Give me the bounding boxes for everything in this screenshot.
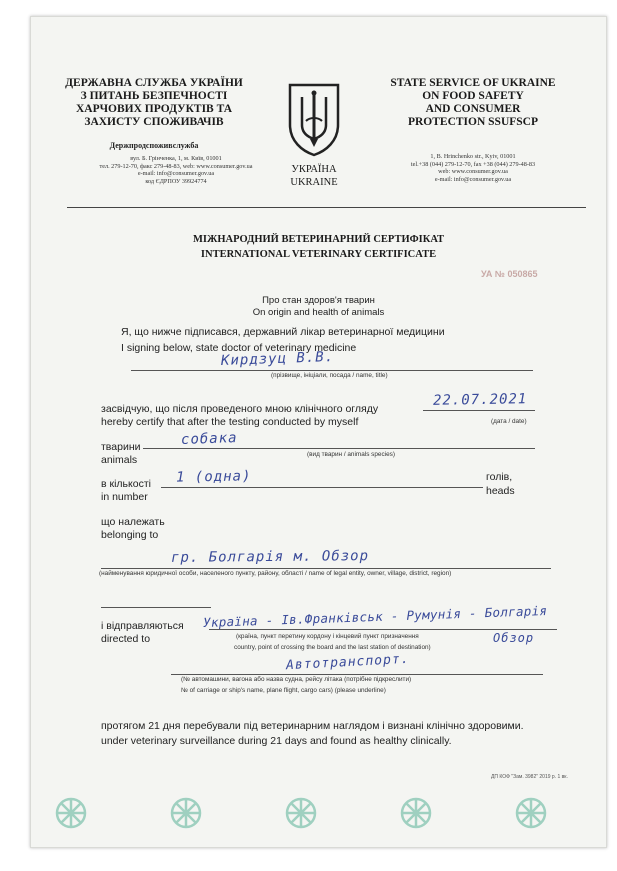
- subtitle-ua: Про стан здоров'я тварин: [262, 295, 375, 306]
- issuer-title-en: STATE SERVICE OF UKRAINE ON FOOD SAFETY AND CONSUMER PROTECTION SSUFSCP: [390, 77, 556, 128]
- issuer-short-name: Держпродспоживслужба: [109, 141, 199, 150]
- route-value-2: Обзор: [493, 631, 535, 645]
- print-code: ДП КОФ "Зам. 3982" 2019 р. 1 вк.: [491, 774, 568, 780]
- transport-line: [171, 674, 543, 675]
- serial-number: УА № 050865: [481, 269, 538, 279]
- route-caption-en: country, point of crossing the board and the last station of destination): [234, 644, 431, 651]
- signed-label-ua: Я, що нижче підписався, державний лікар ветеринарної медицини: [121, 326, 445, 338]
- date-caption: (дата / date): [491, 418, 527, 425]
- route-value: Україна - Ів.Франківськ - Румунія - Болгарія: [202, 602, 548, 631]
- transport-caption-ua: (№ автомашини, вагона або назва судна, рейсу літака (потрібне підкреслити): [181, 676, 412, 683]
- animal-species-value: собака: [180, 430, 238, 448]
- issuer-title-ua: ДЕРЖАВНА СЛУЖБА УКРАЇНИ З ПИТАНЬ БЕЗПЕЧНОСТІ ХАРЧОВИХ ПРОДУКТІВ ТА ЗАХИСТУ СПОЖИВАЧІВ: [65, 77, 243, 128]
- species-line: [143, 448, 535, 449]
- date-line: [423, 410, 535, 411]
- ornament-border-icon: [31, 787, 606, 837]
- subtitle-en: On origin and health of animals: [252, 307, 385, 318]
- heads-label-ua: голів,: [486, 471, 513, 483]
- signed-label-en: I signing below, state doctor of veterinary medicine: [121, 342, 357, 354]
- name-line: [131, 370, 533, 371]
- certificate-page: [30, 16, 607, 848]
- transport-value: Автотранспорт.: [285, 651, 410, 674]
- directed-line-left: [101, 607, 211, 608]
- quantity-label-en: in number: [101, 491, 148, 503]
- belonging-label-ua: що належать: [101, 516, 165, 528]
- certificate-title-en: INTERNATIONAL VETERINARY CERTIFICATE: [200, 249, 437, 260]
- transport-caption-en: № of carriage or ship's name, plane flight, cargo cars) (please underline): [181, 687, 386, 694]
- coat-of-arms-icon: [284, 81, 344, 157]
- certificate-title-ua: МІЖНАРОДНИЙ ВЕТЕРИНАРНИЙ СЕРТИФІКАТ: [192, 234, 445, 245]
- animals-label-ua: тварини: [101, 441, 141, 453]
- species-caption: (вид тварин / animals species): [307, 451, 395, 458]
- quantity-value: 1 (одна): [175, 468, 252, 486]
- route-caption-ua: (країна, пункт перетину кордону і кінцевий пункт призначення: [236, 633, 419, 640]
- exam-date-value: 22.07.2021: [432, 391, 528, 409]
- country-name: УКРАЇНА UKRAINE: [290, 164, 338, 188]
- owner-caption: (найменування юридичної особи, населеного пункту, району, області / name of legal entity, owner, village, district, region): [99, 570, 452, 577]
- doctor-name-value: Кирдзуц В.В.: [220, 349, 335, 369]
- heads-label-en: heads: [486, 485, 515, 497]
- belonging-label-en: belonging to: [101, 529, 159, 541]
- directed-label-ua: і відправляються: [101, 620, 184, 632]
- animals-label-en: animals: [101, 454, 138, 466]
- header-divider: [67, 207, 586, 208]
- closing-text-ua: протягом 21 дня перебували під ветеринарним наглядом і визнані клінічно здоровими.: [101, 720, 524, 732]
- directed-label-en: directed to: [101, 633, 151, 645]
- name-caption: (прізвище, ініціали, посада / name, title): [271, 372, 388, 379]
- owner-line: [101, 568, 551, 569]
- certify-label-en: hereby certify that after the testing conducted by myself: [101, 416, 359, 428]
- owner-value: гр. Болгарія м. Обзор: [170, 548, 370, 566]
- quantity-label-ua: в кількості: [101, 478, 151, 490]
- quantity-line: [161, 487, 483, 488]
- route-line: [209, 629, 557, 630]
- certify-label-ua: засвідчую, що після проведеного мною клінічного огляду: [101, 403, 379, 415]
- closing-text-en: under veterinary surveillance during 21 days and found as healthy clinically.: [101, 735, 452, 747]
- issuer-address-en: 1, B. Hrinchenko str., Kyiv, 01001 tel.+38 (044) 279-12-70, fax +38 (044) 279-48-83 web: www.consumer.gov.ua e-mail: info@consumer.gov.ua: [410, 153, 536, 183]
- issuer-address-ua: вул. Б. Грінченка, 1, м. Київ, 01001 тел. 279-12-70, факс 279-48-83, web: www.consumer.gov.ua e-mail: info@consumer.gov.ua код ЄДРПОУ 39924774: [99, 155, 253, 185]
